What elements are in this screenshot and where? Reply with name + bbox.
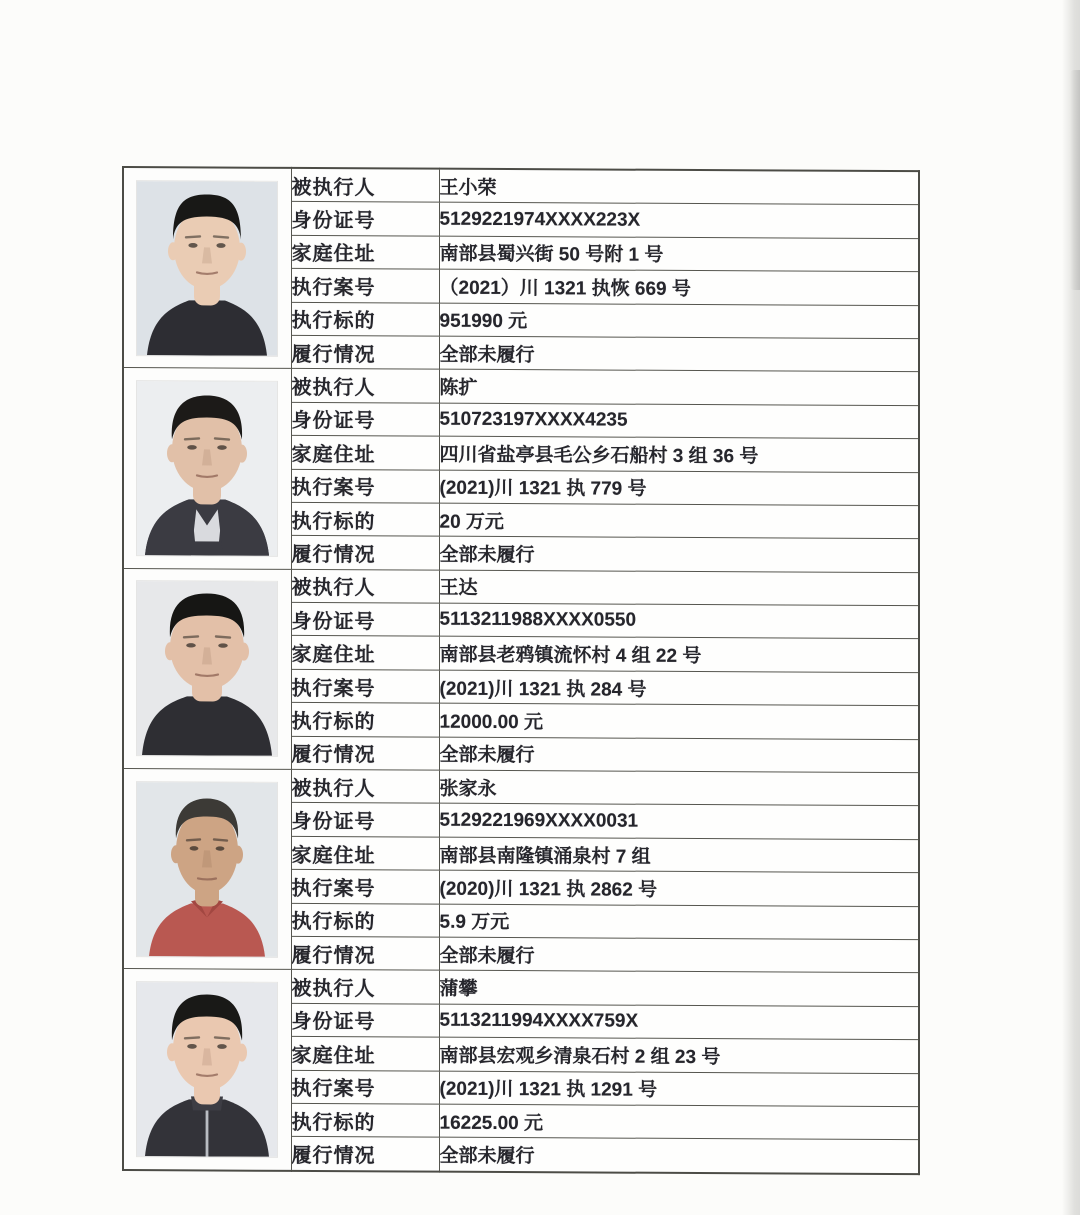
field-label-address: 家庭住址	[291, 1037, 439, 1071]
portrait-photo-image	[137, 982, 277, 1157]
portrait-photo-image	[137, 381, 277, 556]
field-label-target: 执行标的	[291, 903, 439, 937]
id-number-value: 510723197XXXX4235	[439, 403, 919, 439]
case-number-value: (2021)川 1321 执 284 号	[439, 670, 919, 706]
field-label-person: 被执行人	[291, 569, 439, 603]
portrait-photo-image	[137, 782, 277, 957]
person-name-value: 王小荣	[439, 169, 919, 205]
field-label-id: 身份证号	[291, 803, 439, 837]
address-value: 四川省盐亭县毛公乡石船村 3 组 36 号	[439, 436, 919, 472]
debtor-notice-table	[122, 166, 920, 1175]
portrait-photo	[123, 568, 291, 769]
portrait-photo	[123, 769, 291, 970]
target-amount-value: 12000.00 元	[439, 703, 919, 739]
id-number-value: 5113211988XXXX0550	[439, 603, 919, 639]
field-label-id: 身份证号	[291, 202, 439, 236]
address-value: 南部县宏观乡清泉石村 2 组 23 号	[439, 1037, 919, 1073]
portrait-photo	[123, 368, 291, 569]
field-label-address: 家庭住址	[291, 836, 439, 870]
debtor-notice-table-wrap	[122, 166, 920, 1175]
id-number-value: 5129221974XXXX223X	[439, 203, 919, 239]
person-name-value: 蒲攀	[439, 971, 919, 1007]
performance-value: 全部未履行	[439, 737, 919, 773]
field-label-target: 执行标的	[291, 1103, 439, 1137]
performance-value: 全部未履行	[439, 937, 919, 973]
record-block	[123, 368, 919, 573]
address-value: 南部县蜀兴街 50 号附 1 号	[439, 236, 919, 272]
performance-value: 全部未履行	[439, 1137, 919, 1173]
field-label-person: 被执行人	[291, 168, 439, 203]
address-value: 南部县南隆镇涌泉村 7 组	[439, 837, 919, 873]
record-block	[123, 969, 919, 1174]
field-label-performance: 履行情况	[291, 936, 439, 970]
field-label-case: 执行案号	[291, 669, 439, 703]
field-label-address: 家庭住址	[291, 636, 439, 670]
target-amount-value: 16225.00 元	[439, 1104, 919, 1140]
person-name-value: 张家永	[439, 770, 919, 806]
case-number-value: (2020)川 1321 执 2862 号	[439, 870, 919, 906]
field-label-case: 执行案号	[291, 1070, 439, 1104]
field-label-case: 执行案号	[291, 870, 439, 904]
field-label-performance: 履行情况	[291, 1137, 439, 1172]
record-block	[123, 167, 919, 372]
field-label-address: 家庭住址	[291, 436, 439, 470]
target-amount-value: 20 万元	[439, 503, 919, 539]
field-label-person: 被执行人	[291, 970, 439, 1004]
case-number-value: （2021）川 1321 执恢 669 号	[439, 269, 919, 305]
field-label-performance: 履行情况	[291, 736, 439, 770]
field-label-target: 执行标的	[291, 703, 439, 737]
performance-value: 全部未履行	[439, 536, 919, 572]
case-number-value: (2021)川 1321 执 779 号	[439, 470, 919, 506]
field-label-case: 执行案号	[291, 269, 439, 303]
scanner-edge-smudge	[1070, 70, 1080, 290]
record-block	[123, 769, 919, 974]
field-label-address: 家庭住址	[291, 235, 439, 269]
field-label-person: 被执行人	[291, 769, 439, 803]
target-amount-value: 5.9 万元	[439, 904, 919, 940]
portrait-photo-image	[137, 181, 277, 356]
portrait-photo	[123, 969, 291, 1171]
case-number-value: (2021)川 1321 执 1291 号	[439, 1071, 919, 1107]
portrait-photo	[123, 167, 291, 369]
person-name-value: 王达	[439, 570, 919, 606]
field-label-target: 执行标的	[291, 302, 439, 336]
id-number-value: 5113211994XXXX759X	[439, 1004, 919, 1040]
address-value: 南部县老鸦镇流怀村 4 组 22 号	[439, 637, 919, 673]
field-label-performance: 履行情况	[291, 536, 439, 570]
portrait-photo-image	[137, 581, 277, 756]
scanner-edge-artifact-top	[0, 0, 1080, 11]
record-block	[123, 568, 919, 773]
performance-value: 全部未履行	[439, 336, 919, 372]
id-number-value: 5129221969XXXX0031	[439, 804, 919, 840]
field-label-id: 身份证号	[291, 1003, 439, 1037]
field-label-id: 身份证号	[291, 602, 439, 636]
field-label-case: 执行案号	[291, 469, 439, 503]
person-name-value: 陈扩	[439, 370, 919, 406]
field-label-target: 执行标的	[291, 502, 439, 536]
field-label-performance: 履行情况	[291, 335, 439, 369]
field-label-person: 被执行人	[291, 369, 439, 403]
target-amount-value: 951990 元	[439, 303, 919, 339]
field-label-id: 身份证号	[291, 402, 439, 436]
